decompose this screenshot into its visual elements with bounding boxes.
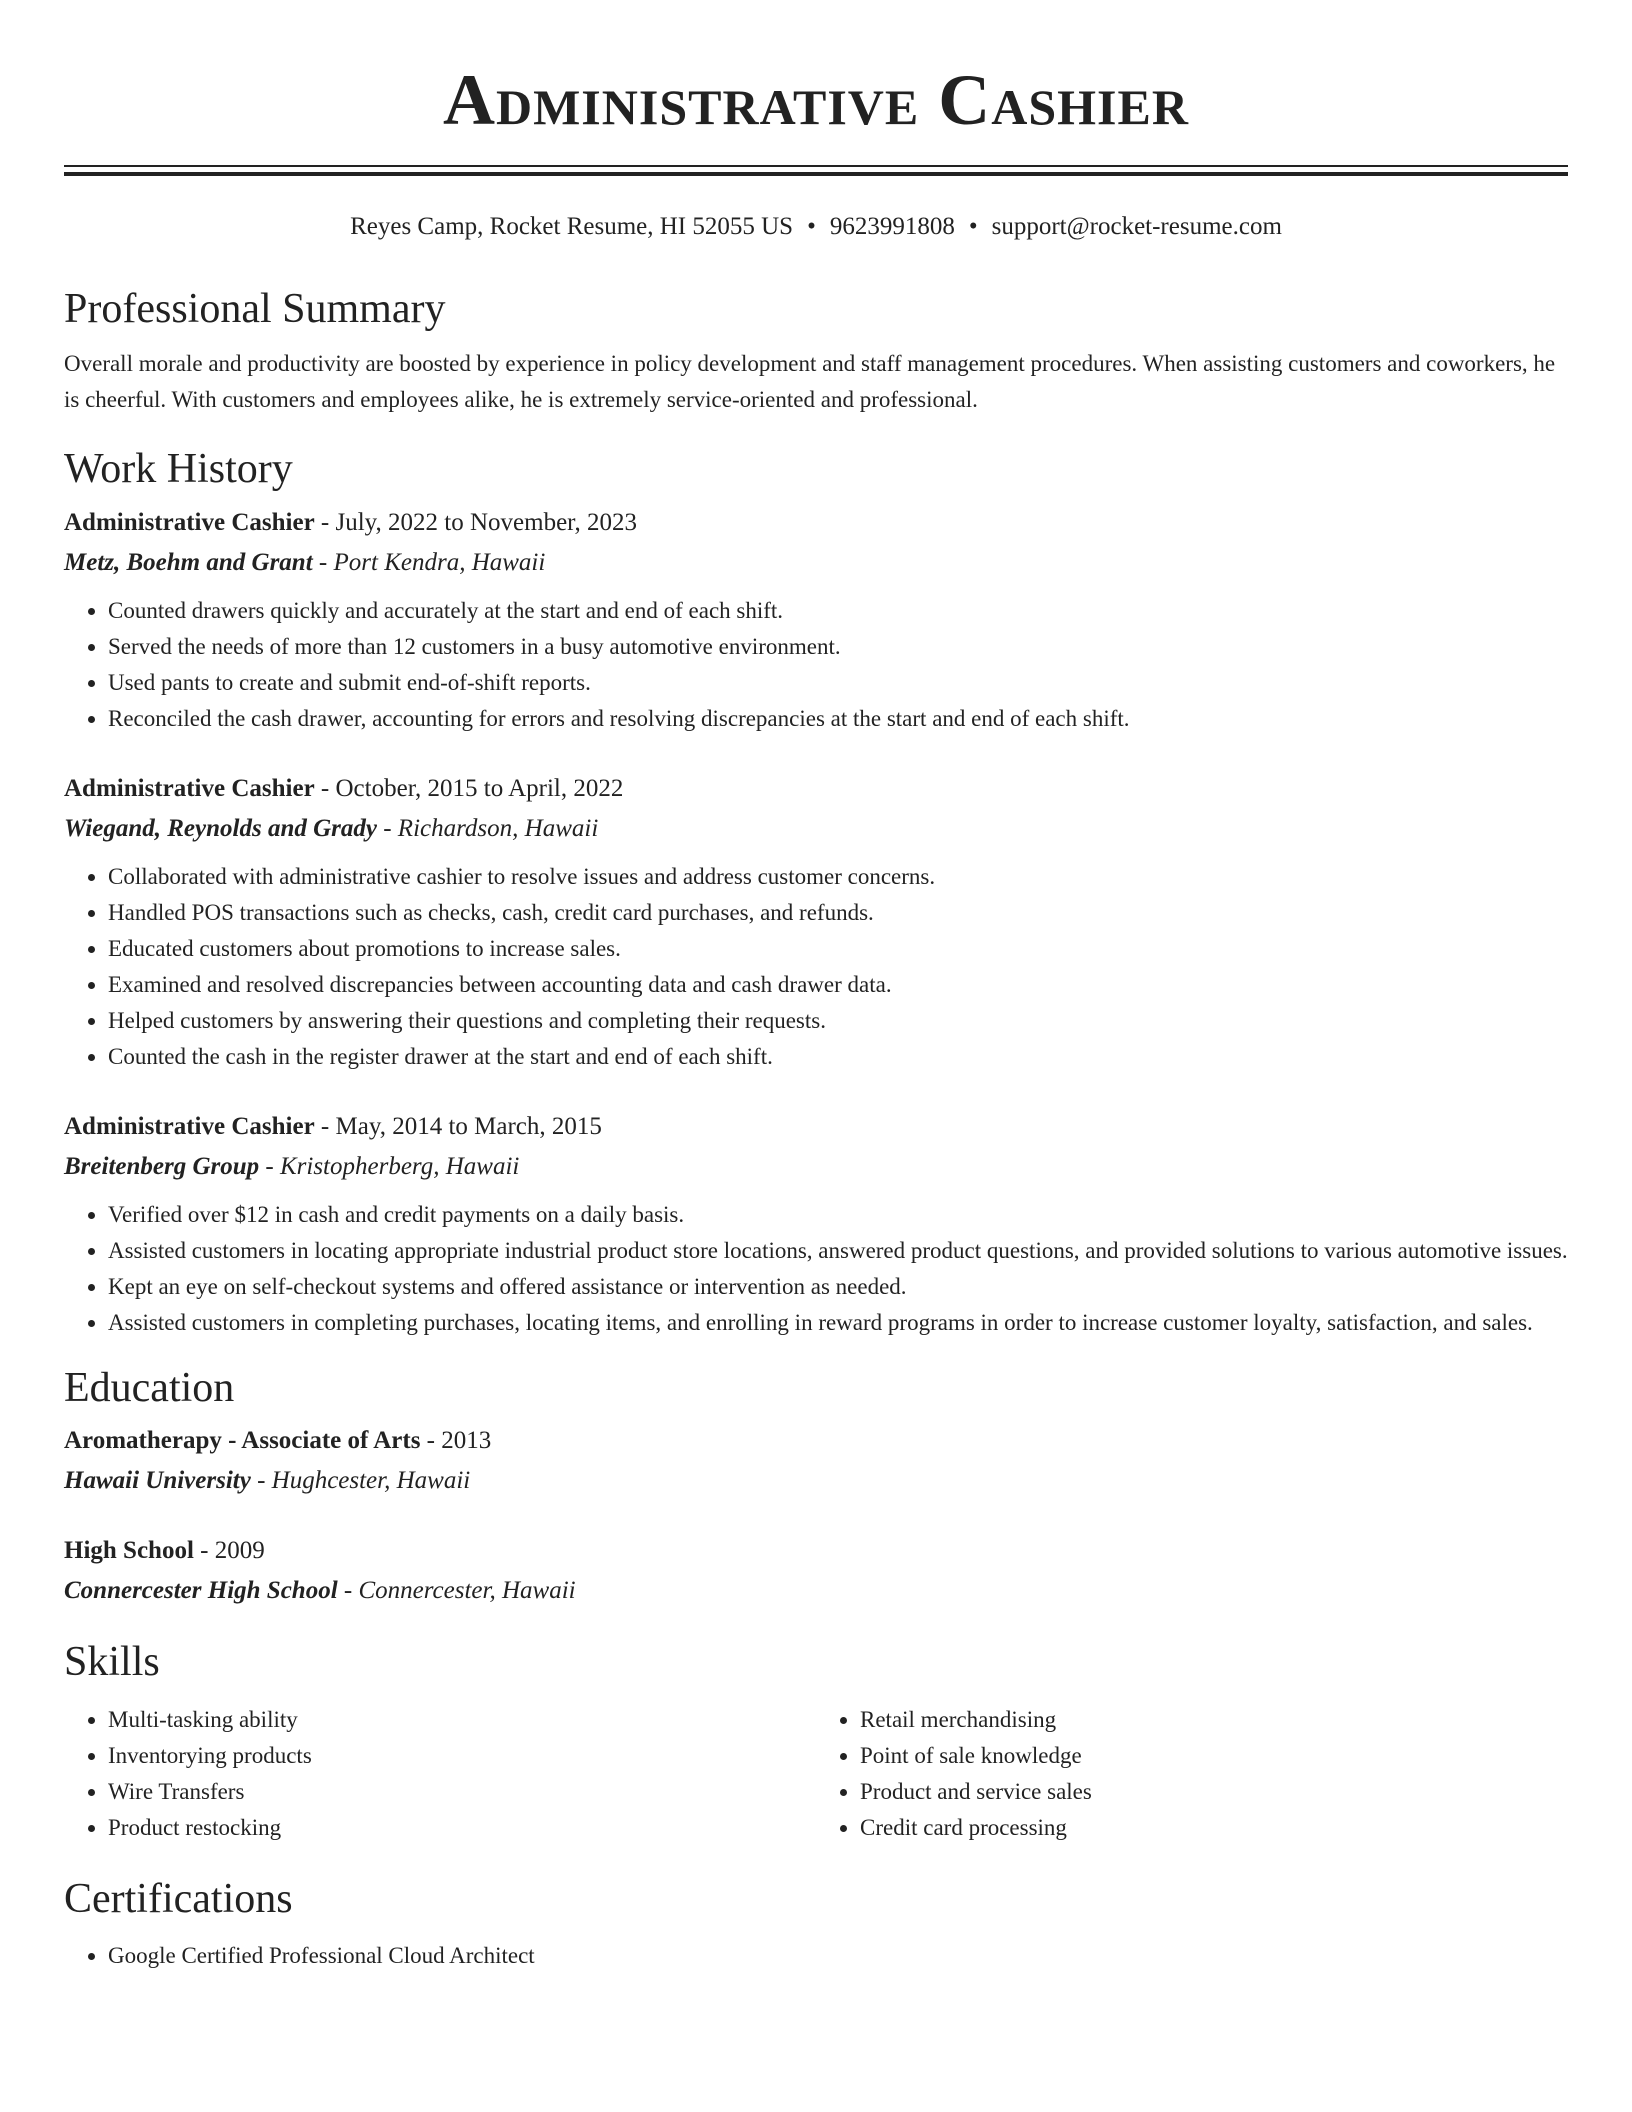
section-heading-skills: Skills <box>64 1639 160 1686</box>
job-bullet: • Helped customers by answering their questions and completing their requests. <box>108 1003 1568 1039</box>
certification-item: • Google Certified Professional Cloud Architect <box>108 1938 1568 1974</box>
header-divider-thin <box>64 165 1568 167</box>
skills-list-left <box>64 1702 816 1846</box>
section-heading-summary: Professional Summary <box>64 286 446 332</box>
education-entry <box>64 1531 1568 1611</box>
job-bullets <box>64 859 1568 1075</box>
skill-item: • Inventorying products <box>108 1738 816 1774</box>
resume-name: Administrative Cashier <box>443 60 1189 140</box>
job-location: - Richardson, Hawaii <box>376 814 599 842</box>
job-title: Administrative Cashier <box>64 508 315 536</box>
job-company: Wiegand, Reynolds and Grady <box>64 814 377 842</box>
education-school-line <box>64 1461 1568 1501</box>
contact-separator: • <box>968 213 978 240</box>
job-entry <box>64 769 1568 1075</box>
job-dates: - July, 2022 to November, 2023 <box>314 508 638 536</box>
job-company-line <box>64 1147 1568 1187</box>
skill-item: • Point of sale knowledge <box>860 1738 1568 1774</box>
skill-item: • Product and service sales <box>860 1774 1568 1810</box>
job-title-line <box>64 503 1568 543</box>
summary-text: Overall morale and productivity are boosted by experience in policy development and staff management procedures. When assisting customers and coworkers, he is cheerful. With customers and employees alike, he is extremely service-oriented and professional. <box>64 351 1556 413</box>
certifications-list <box>64 1938 1568 1974</box>
job-dates: - May, 2014 to March, 2015 <box>314 1112 602 1140</box>
job-bullet: • Assisted customers in locating appropriate industrial product store locations, answered product questions, and provided solutions to various automotive issues. <box>108 1233 1568 1269</box>
section-heading-work-history: Work History <box>64 446 293 493</box>
job-bullets <box>64 593 1568 737</box>
job-bullet: • Kept an eye on self-checkout systems and offered assistance or intervention as needed. <box>108 1269 1568 1305</box>
job-entry <box>64 1107 1568 1341</box>
education-entry <box>64 1421 1568 1501</box>
job-location: - Kristopherberg, Hawaii <box>259 1152 520 1180</box>
contact-line <box>64 212 1568 242</box>
job-location: - Port Kendra, Hawaii <box>312 548 546 576</box>
section-heading-certifications: Certifications <box>64 1875 293 1922</box>
job-bullet: • Collaborated with administrative cashier to resolve issues and address customer concerns. <box>108 859 1568 895</box>
education-degree: High School <box>64 1537 194 1565</box>
section-heading-education: Education <box>64 1364 235 1411</box>
job-bullet: • Counted the cash in the register drawer at the start and end of each shift. <box>108 1039 1568 1075</box>
education-location: - Connercester, Hawaii <box>337 1577 576 1605</box>
education-school: Hawaii University <box>64 1467 251 1495</box>
job-company: Metz, Boehm and Grant <box>64 548 313 576</box>
job-bullet: • Educated customers about promotions to increase sales. <box>108 931 1568 967</box>
job-company: Breitenberg Group <box>64 1152 260 1180</box>
skills-columns <box>64 1702 1568 1846</box>
job-bullet: • Counted drawers quickly and accurately at the start and end of each shift. <box>108 593 1568 629</box>
job-title: Administrative Cashier <box>64 774 315 802</box>
education-year: - 2009 <box>193 1537 265 1565</box>
education-degree-line <box>64 1421 1568 1461</box>
job-entry <box>64 503 1568 737</box>
header-divider-thick <box>64 172 1568 176</box>
education-year: - 2013 <box>420 1427 492 1455</box>
skill-item: • Wire Transfers <box>108 1774 816 1810</box>
job-bullet: • Assisted customers in completing purchases, locating items, and enrolling in reward programs in order to increase customer loyalty, satisfaction, and sales. <box>108 1305 1568 1341</box>
job-company-line <box>64 543 1568 583</box>
job-bullet: • Reconciled the cash drawer, accounting for errors and resolving discrepancies at the start and end of each shift. <box>108 701 1568 737</box>
job-dates: - October, 2015 to April, 2022 <box>314 774 624 802</box>
education-location: - Hughcester, Hawaii <box>250 1467 471 1495</box>
job-company-line <box>64 809 1568 849</box>
skill-item: • Multi-tasking ability <box>108 1702 816 1738</box>
job-bullet: • Handled POS transactions such as checks, cash, credit card purchases, and refunds. <box>108 895 1568 931</box>
contact-address: Reyes Camp, Rocket Resume, HI 52055 US <box>350 213 794 240</box>
job-bullet: • Used pants to create and submit end-of-shift reports. <box>108 665 1568 701</box>
skill-item: • Credit card processing <box>860 1810 1568 1846</box>
skills-list-right <box>816 1702 1568 1846</box>
education-degree-line <box>64 1531 1568 1571</box>
contact-email[interactable]: support@rocket-resume.com <box>991 213 1282 240</box>
education-degree: Aromatherapy - Associate of Arts <box>64 1427 421 1455</box>
job-bullets <box>64 1197 1568 1341</box>
job-title: Administrative Cashier <box>64 1112 315 1140</box>
contact-separator: • <box>807 213 816 240</box>
education-school-line <box>64 1571 1568 1611</box>
job-bullet: • Examined and resolved discrepancies between accounting data and cash drawer data. <box>108 967 1568 1003</box>
job-title-line <box>64 1107 1568 1147</box>
education-school: Connercester High School <box>64 1577 338 1605</box>
job-bullet: • Verified over $12 in cash and credit payments on a daily basis. <box>108 1197 1568 1233</box>
skill-item: • Product restocking <box>108 1810 816 1846</box>
skill-item: • Retail merchandising <box>860 1702 1568 1738</box>
job-title-line <box>64 769 1568 809</box>
contact-phone: 9623991808 <box>829 213 955 240</box>
job-bullet: • Served the needs of more than 12 customers in a busy automotive environment. <box>108 629 1568 665</box>
